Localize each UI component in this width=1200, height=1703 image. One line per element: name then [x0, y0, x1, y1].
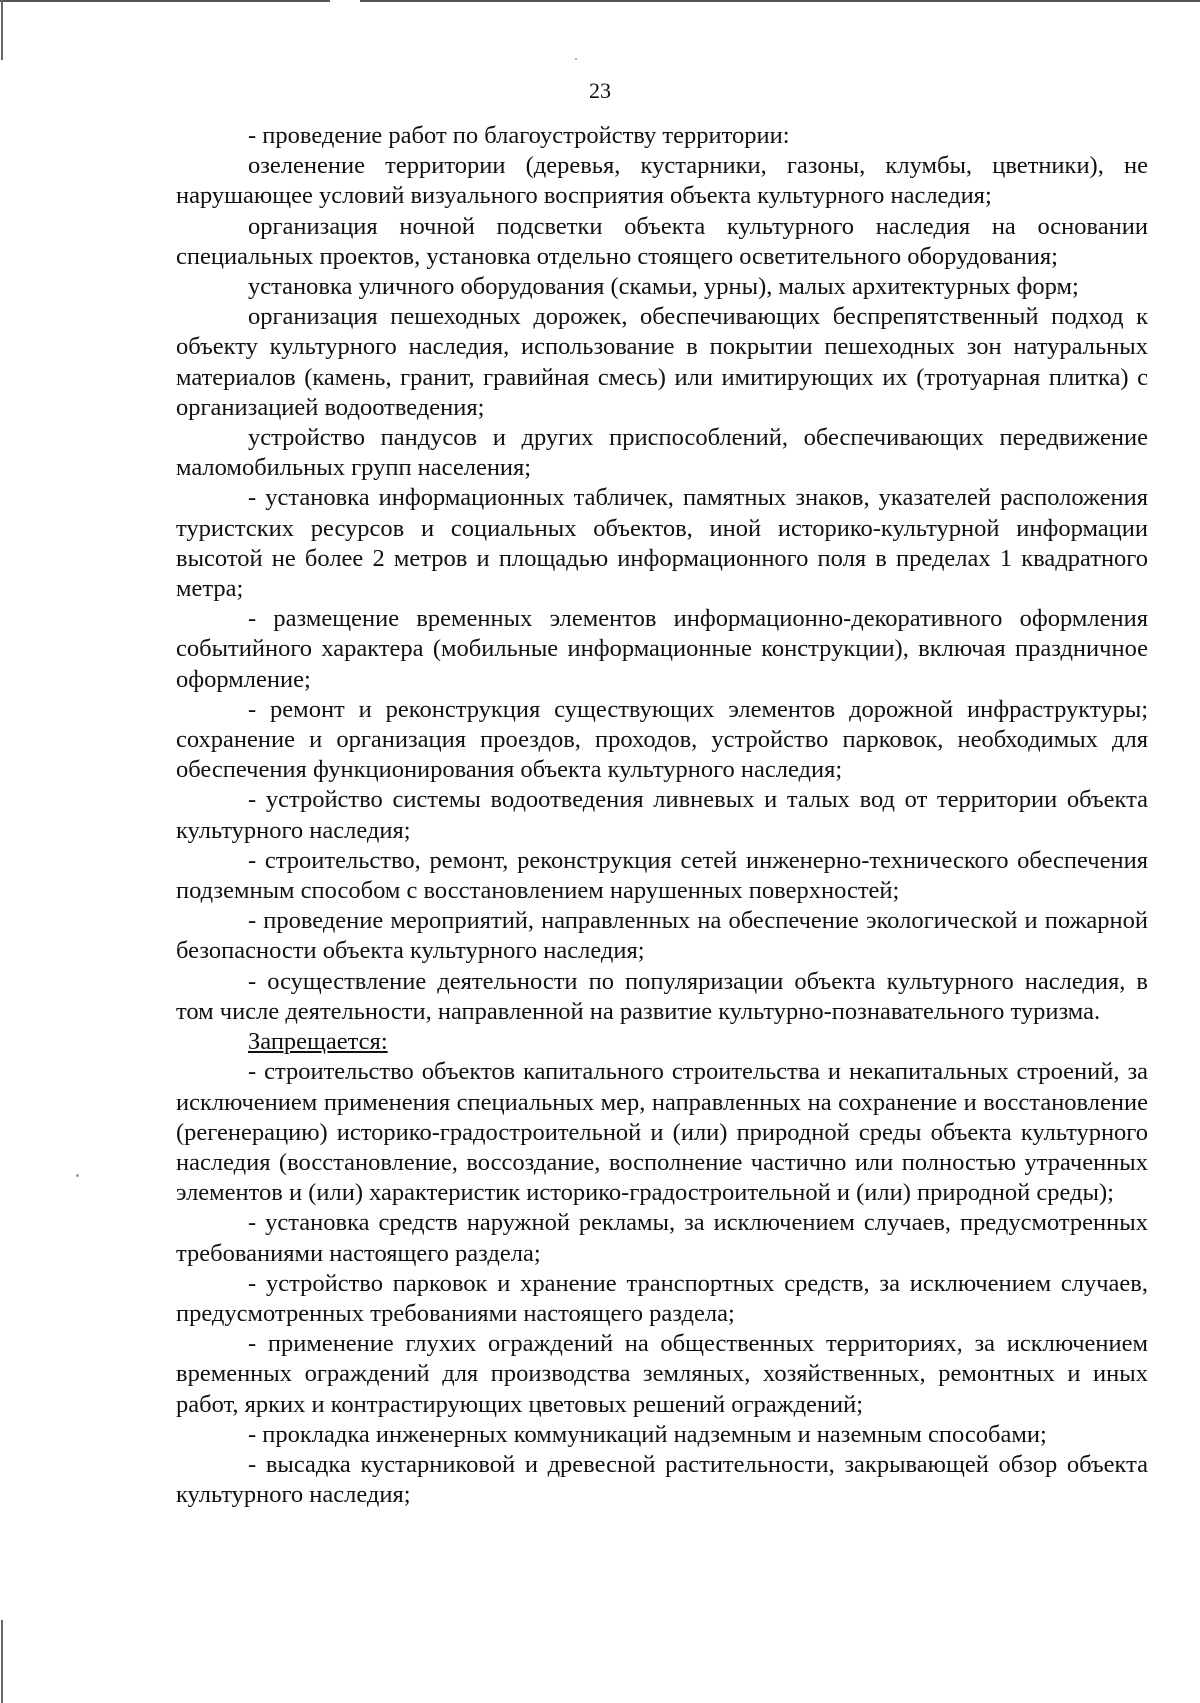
paragraph: - ремонт и реконструкция существующих элементов дорожной инфраструктуры; сохранение и организация проездов, проходов, устройство парковок, необходимых для обеспечения функционирования объекта культурного наследия;	[176, 695, 1148, 784]
scan-speck	[76, 1174, 79, 1177]
paragraph: устройство пандусов и других приспособлений, обеспечивающих передвижение маломобильных групп населения;	[176, 424, 1148, 482]
prohibited-item: - применение глухих ограждений на общественных территориях, за исключением временных ограждений для производства земляных, хозяйственных, ремонтных и иных работ, ярких и контрастирующих цветовых решений ограждений;	[176, 1330, 1148, 1418]
paragraph: организация пешеходных дорожек, обеспечивающих беспрепятственный подход к объекту культурного наследия, использование в покрытии пешеходных зон натуральных материалов (камень, гранит, гравийная смесь) или имитирующих их (тротуарная плитка) с организацией водоотведения;	[176, 303, 1148, 421]
scan-edge-top-left	[0, 0, 330, 2]
section-heading	[176, 1027, 1148, 1057]
prohibited-item: - высадка кустарниковой и древесной растительности, закрывающей обзор объекта культурного наследия;	[176, 1450, 1148, 1509]
prohibited-item: - строительство объектов капитального строительства и некапитальных строений, за исключением применения специальных мер, направленных на сохранение и восстановление (регенерацию) историко-градостроительной и (или) природной среды объекта культурного наследия (восстановление, воссоздание, восполнение частично или полностью утраченных элементов и (или) характеристик историко-градостроительной и (или) природной среды);	[176, 1058, 1148, 1207]
document-body	[176, 121, 1148, 1510]
paragraph: озеленение территории (деревья, кустарники, газоны, клумбы, цветники), не нарушающее условий визуального восприятия объекта культурного наследия;	[176, 152, 1148, 210]
paragraph: организация ночной подсветки объекта культурного наследия на основании специальных проектов, установка отдельно стоящего осветительного оборудования;	[176, 212, 1148, 270]
paragraph: - установка информационных табличек, памятных знаков, указателей расположения туристских ресурсов и социальных объектов, иной историко-культурной информации высотой не более 2 метров и площадью информационного поля в пределах 1 квадратного метра;	[176, 484, 1148, 603]
paragraph: - размещение временных элементов информационно-декоративного оформления событийного характера (мобильные информационные конструкции), включая праздничное оформление;	[176, 605, 1148, 693]
prohibited-item: - прокладка инженерных коммуникаций надземным и наземным способами;	[248, 1420, 1047, 1448]
scan-edge-left-top	[1, 0, 3, 60]
scan-edge-left-bottom	[1, 1620, 3, 1703]
prohibited-item: - установка средств наружной рекламы, за исключением случаев, предусмотренных требованиями настоящего раздела;	[176, 1209, 1148, 1267]
prohibited-item: - устройство парковок и хранение транспортных средств, за исключением случаев, предусмотренных требованиями настоящего раздела;	[176, 1269, 1148, 1327]
paragraph: - осуществление деятельности по популяризации объекта культурного наследия, в том числе деятельности, направленной на развитие культурно-познавательного туризма.	[176, 967, 1148, 1025]
paragraph: - устройство системы водоотведения ливневых и талых вод от территории объекта культурного наследия;	[176, 786, 1148, 844]
scan-edge-top-right	[360, 0, 1200, 2]
scan-speck	[575, 58, 577, 60]
section-heading-text: Запрещается:	[248, 1028, 388, 1056]
paragraph: - проведение мероприятий, направленных на обеспечение экологической и пожарной безопасности объекта культурного наследия;	[176, 907, 1148, 965]
paragraph: - строительство, ремонт, реконструкция сетей инженерно-технического обеспечения подземным способом с восстановлением нарушенных поверхностей;	[176, 846, 1148, 905]
paragraph: установка уличного оборудования (скамьи, урны), малых архитектурных форм;	[248, 273, 1079, 301]
page-number: 23	[589, 78, 611, 103]
paragraph: - проведение работ по благоустройству территории:	[248, 122, 790, 149]
